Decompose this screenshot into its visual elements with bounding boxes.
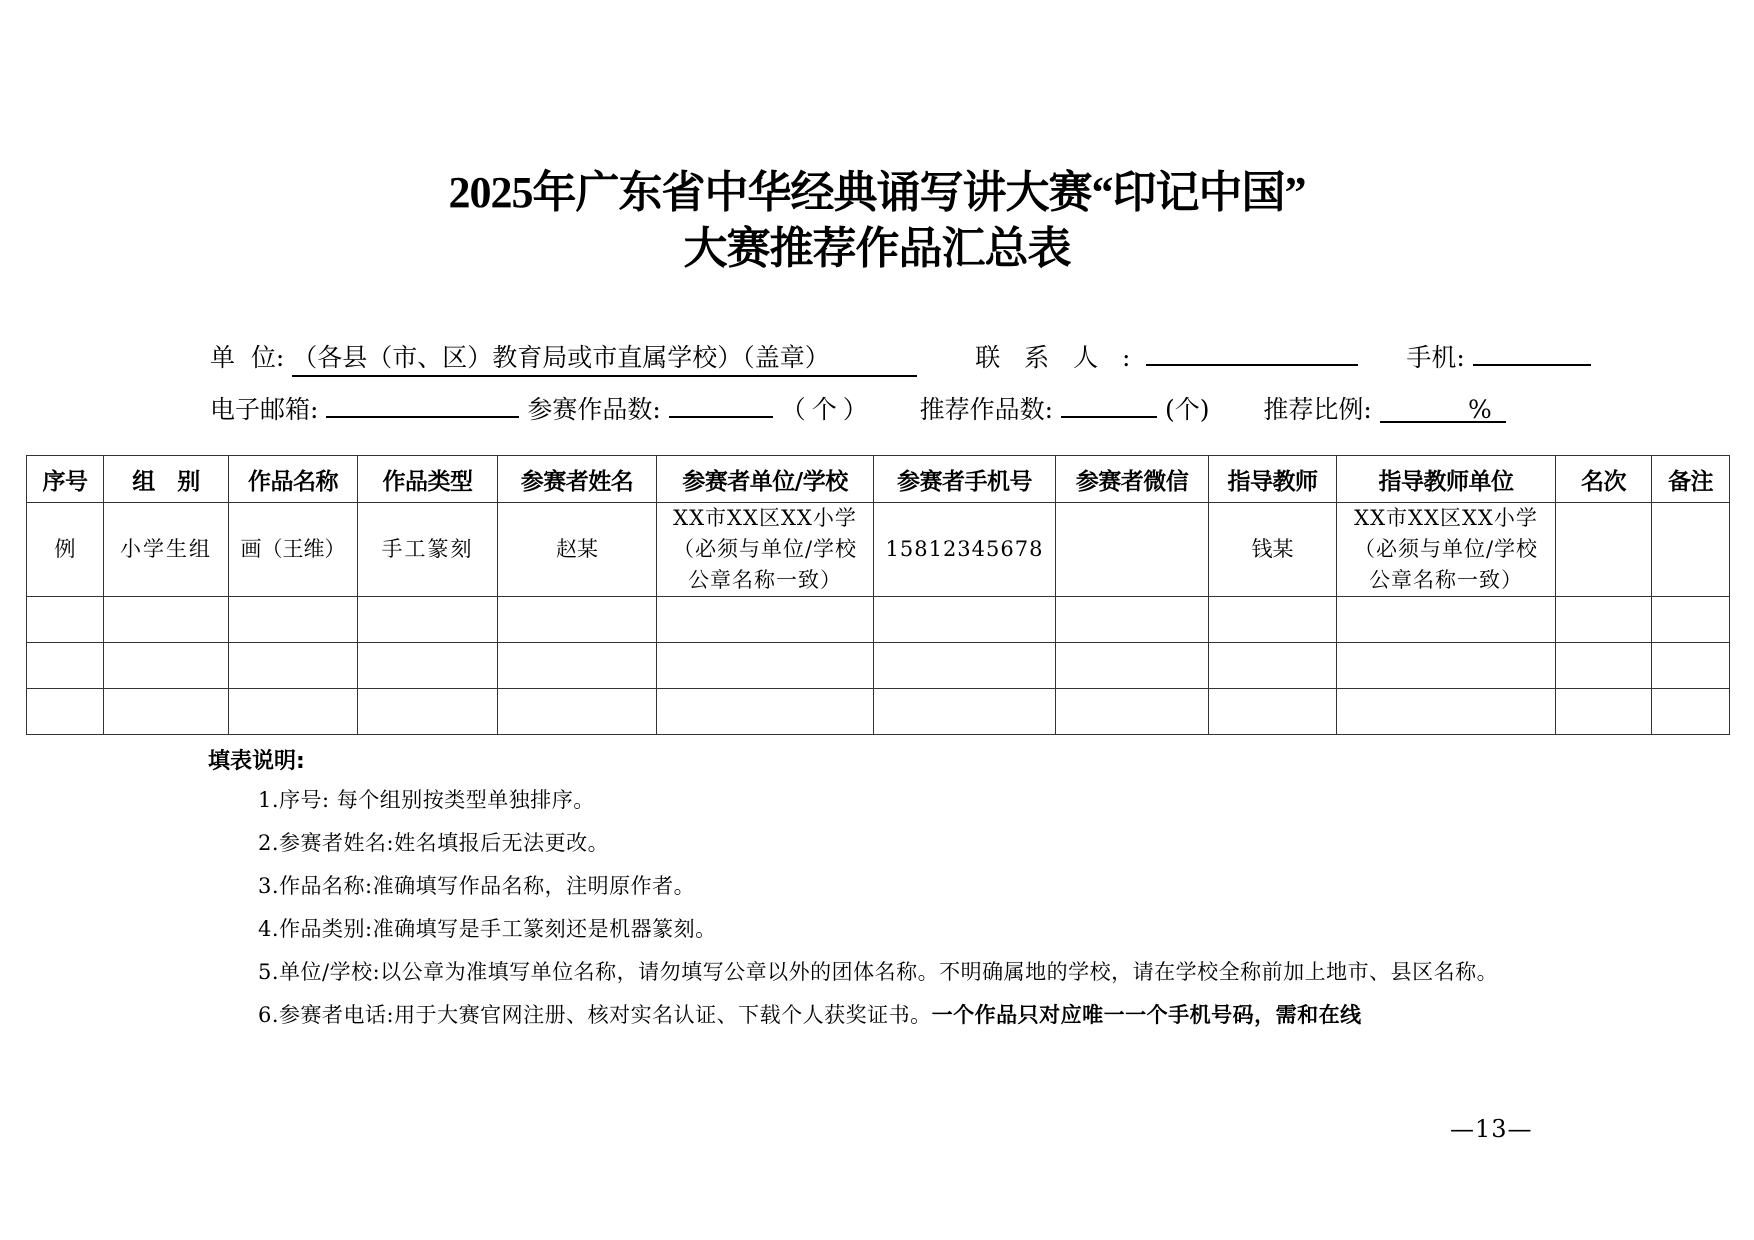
ratio-field[interactable]: [1380, 393, 1506, 423]
header-work-title: 作品名称: [229, 456, 358, 503]
entries-field[interactable]: [669, 388, 773, 418]
cell-teacher[interactable]: [1209, 689, 1337, 735]
header-group: 组 别: [104, 456, 229, 503]
cell-participant-school[interactable]: [657, 689, 874, 735]
example-serial: 例: [27, 503, 104, 597]
entries-unit: （个）: [780, 395, 874, 424]
phone-field[interactable]: [1473, 336, 1591, 366]
example-work-type: 手工篆刻: [358, 503, 498, 597]
example-participant-phone: 15812345678: [874, 503, 1056, 597]
header-participant-name: 参赛者姓名: [498, 456, 657, 503]
cell-work-type[interactable]: [358, 597, 498, 643]
example-teacher: 钱某: [1209, 503, 1337, 597]
instruction-item-6: [208, 994, 1538, 1037]
instruction-item-3: 3.作品名称:准确填写作品名称，注明原作者。: [258, 874, 696, 898]
instruction-item-5: 5.单位/学校:以公章为准填写单位名称，请勿填写公章以外的团体名称。不明确属地的学校，请在学校全称前加上地市、县区名称。: [258, 960, 1499, 984]
example-participant-school: XX市XX区XX小学（必须与单位/学校公章名称一致）: [657, 503, 874, 597]
cell-participant-name[interactable]: [498, 643, 657, 689]
cell-participant-name[interactable]: [498, 597, 657, 643]
example-participant-wechat[interactable]: [1056, 503, 1209, 597]
instruction-item-4: 4.作品类别:准确填写是手工篆刻还是机器篆刻。: [258, 917, 717, 941]
contact-field[interactable]: [1146, 336, 1358, 366]
cell-rank[interactable]: [1556, 597, 1652, 643]
cell-serial[interactable]: [27, 597, 104, 643]
example-teacher-unit: XX市XX区XX小学（必须与单位/学校公章名称一致）: [1337, 503, 1556, 597]
cell-teacher[interactable]: [1209, 643, 1337, 689]
header-serial: 序号: [27, 456, 104, 503]
cell-teacher[interactable]: [1209, 597, 1337, 643]
instruction-item-6-emphasis: 一个作品只对应唯一一个手机号码，需和在线: [931, 1003, 1362, 1027]
table-row: [27, 643, 1730, 689]
recommended-unit: (个): [1164, 395, 1210, 424]
table-row: [27, 597, 1730, 643]
cell-serial[interactable]: [27, 643, 104, 689]
ratio-unit: %: [1468, 395, 1492, 424]
example-row: [27, 503, 1730, 597]
ratio-label: 推荐比例:: [1263, 395, 1372, 424]
cell-remarks[interactable]: [1652, 643, 1730, 689]
filling-instructions: [208, 745, 1538, 1037]
cell-remarks[interactable]: [1652, 597, 1730, 643]
instructions-heading: 填表说明:: [208, 749, 305, 774]
cell-participant-wechat[interactable]: [1056, 689, 1209, 735]
email-label: 电子邮箱:: [210, 395, 319, 424]
cell-work-title[interactable]: [229, 597, 358, 643]
cell-participant-school[interactable]: [657, 597, 874, 643]
header-work-type: 作品类型: [358, 456, 498, 503]
header-participant-school: 参赛者单位/学校: [657, 456, 874, 503]
unit-field[interactable]: （各县（市、区）教育局或市直属学校）（盖章）: [292, 341, 917, 377]
cell-participant-wechat[interactable]: [1056, 597, 1209, 643]
header-teacher: 指导教师: [1209, 456, 1337, 503]
cell-work-type[interactable]: [358, 689, 498, 735]
cell-participant-school[interactable]: [657, 643, 874, 689]
table-header-row: [27, 456, 1730, 503]
phone-label: 手机:: [1406, 343, 1465, 372]
document-title-line2: 大赛推荐作品汇总表: [683, 224, 1071, 273]
contact-label: 联 系 人 :: [975, 343, 1139, 372]
cell-teacher-unit[interactable]: [1337, 689, 1556, 735]
document-title-line1: 2025年广东省中华经典诵写讲大赛“印记中国”: [448, 168, 1306, 217]
cell-participant-name[interactable]: [498, 689, 657, 735]
header-participant-phone: 参赛者手机号: [874, 456, 1056, 503]
unit-label: 单 位:: [210, 343, 285, 372]
cell-participant-phone[interactable]: [874, 597, 1056, 643]
meta-line-stats: [210, 388, 1506, 427]
entries-label: 参赛作品数:: [527, 395, 661, 424]
cell-work-type[interactable]: [358, 643, 498, 689]
example-participant-name: 赵某: [498, 503, 657, 597]
meta-line-unit: [210, 336, 1591, 377]
cell-teacher-unit[interactable]: [1337, 597, 1556, 643]
instruction-item-6-text: 6.参赛者电话:用于大赛官网注册、核对实名认证、下载个人获奖证书。: [258, 1003, 932, 1027]
cell-participant-phone[interactable]: [874, 689, 1056, 735]
cell-group[interactable]: [104, 597, 229, 643]
cell-group[interactable]: [104, 643, 229, 689]
cell-work-title[interactable]: [229, 643, 358, 689]
header-participant-wechat: 参赛者微信: [1056, 456, 1209, 503]
cell-participant-wechat[interactable]: [1056, 643, 1209, 689]
recommended-label: 推荐作品数:: [919, 395, 1054, 424]
header-teacher-unit: 指导教师单位: [1337, 456, 1556, 503]
header-rank: 名次: [1556, 456, 1652, 503]
page-number: —13—: [1450, 1115, 1533, 1143]
recommended-works-table: [26, 455, 1730, 735]
example-group: 小学生组: [104, 503, 229, 597]
cell-serial[interactable]: [27, 689, 104, 735]
instruction-item-1: 1.序号: 每个组别按类型单独排序。: [258, 788, 595, 812]
header-remarks: 备注: [1652, 456, 1730, 503]
cell-rank[interactable]: [1556, 689, 1652, 735]
cell-remarks[interactable]: [1652, 689, 1730, 735]
example-rank[interactable]: [1556, 503, 1652, 597]
example-work-title: 画（王维）: [229, 503, 358, 597]
cell-rank[interactable]: [1556, 643, 1652, 689]
cell-group[interactable]: [104, 689, 229, 735]
example-remarks[interactable]: [1652, 503, 1730, 597]
instruction-item-2: 2.参赛者姓名:姓名填报后无法更改。: [258, 831, 610, 855]
table-row: [27, 689, 1730, 735]
recommended-field[interactable]: [1061, 388, 1157, 418]
cell-teacher-unit[interactable]: [1337, 643, 1556, 689]
email-field[interactable]: [326, 388, 519, 418]
cell-participant-phone[interactable]: [874, 643, 1056, 689]
cell-work-title[interactable]: [229, 689, 358, 735]
